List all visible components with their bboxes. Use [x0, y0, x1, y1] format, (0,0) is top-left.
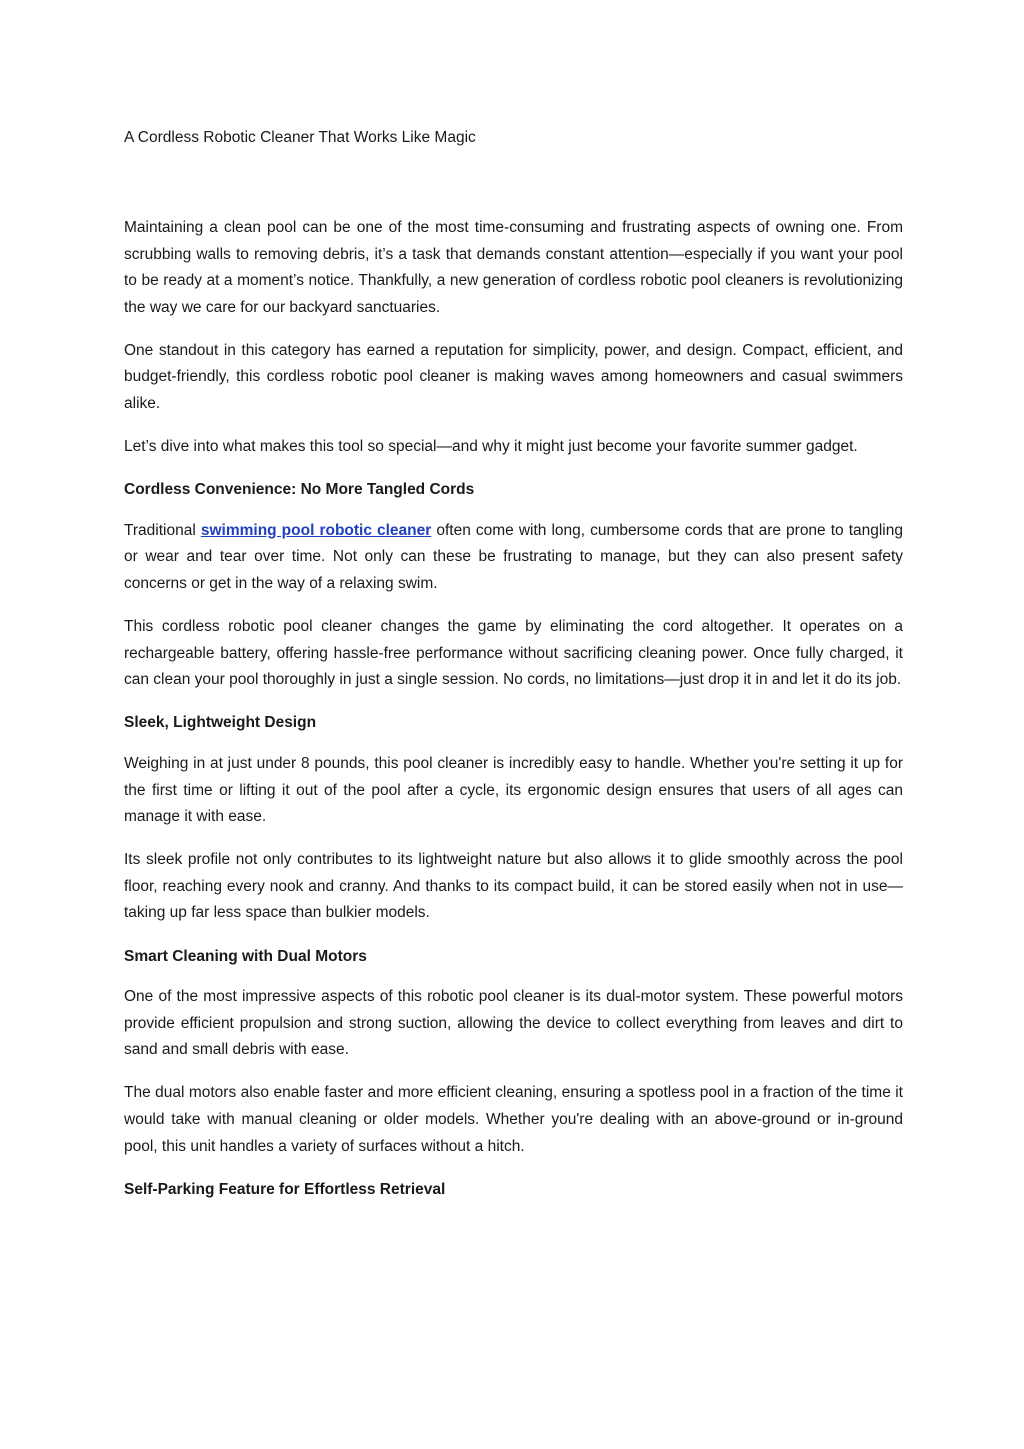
intro-paragraph-1: Maintaining a clean pool can be one of the most time-consuming and frustrating aspects of owning one. From scrubbing walls to removing debris, it’s a task that demands constant attention—especially if you want your pool to be ready at a moment’s notice. Thankfully, a new generation of cordless robotic pool cleaners is revolutionizing the way we care for our backyard sanctuaries.: [124, 219, 903, 316]
design-paragraph-2: Its sleek profile not only contributes to its lightweight nature but also allows it to glide smoothly across the pool floor, reaching every nook and cranny. And thanks to its compact build, it can be stored easily when not in use—taking up far less space than bulkier models.: [124, 851, 903, 922]
cordless-paragraph-2: This cordless robotic pool cleaner changes the game by eliminating the cord altogether. It operates on a rechargeable battery, offering hassle-free performance without sacrificing cleaning power. Once fully charged, it can clean your pool thoroughly in just a single session. No cords, no limitations—just drop it in and let it do its job.: [124, 618, 903, 689]
motors-paragraph-2: The dual motors also enable faster and more efficient cleaning, ensuring a spotless pool in a fraction of the time it would take with manual cleaning or older models. Whether you're dealing with an above-ground or in-ground pool, this unit handles a variety of surfaces without a hitch.: [124, 1084, 903, 1155]
heading-cordless-convenience: Cordless Convenience: No More Tangled Cords: [124, 481, 475, 499]
document-body: [124, 215, 903, 1217]
design-paragraph-1: Weighing in at just under 8 pounds, this pool cleaner is incredibly easy to handle. Whether you're setting it up for the first time or lifting it out of the pool after a cycle, its ergonomic design ensures that users of all ages can manage it with ease.: [124, 755, 903, 826]
cordless-paragraph-1-end: often come with long, cumbersome cords that are prone to tangling or wear and tear over time. Not only can these be frustrating to manage, but they can also present safety concerns or get in the way of a relaxing swim.: [124, 521, 903, 593]
intro-paragraph-2: One standout in this category has earned a reputation for simplicity, power, and design. Compact, efficient, and budget-friendly, this cordless robotic pool cleaner is making waves among homeowners and casual swimmers alike.: [124, 341, 903, 413]
cordless-paragraph-1: [124, 518, 903, 598]
document-title: A Cordless Robotic Cleaner That Works Like Magic: [124, 129, 476, 146]
intro-paragraph-3: Let’s dive into what makes this tool so special—and why it might just become your favorite summer gadget.: [124, 438, 858, 456]
cordless-paragraph-1-start: Traditional: [124, 521, 201, 539]
heading-self-parking: Self-Parking Feature for Effortless Retrieval: [124, 1180, 446, 1198]
motors-paragraph-1: One of the most impressive aspects of this robotic pool cleaner is its dual-motor system. These powerful motors provide efficient propulsion and strong suction, allowing the device to collect everything from leaves and dirt to sand and small debris with ease.: [124, 988, 903, 1059]
swimming-pool-robotic-cleaner-link[interactable]: swimming pool robotic cleaner: [200, 521, 432, 539]
heading-dual-motors: Smart Cleaning with Dual Motors: [124, 947, 367, 965]
heading-sleek-design: Sleek, Lightweight Design: [124, 714, 317, 732]
